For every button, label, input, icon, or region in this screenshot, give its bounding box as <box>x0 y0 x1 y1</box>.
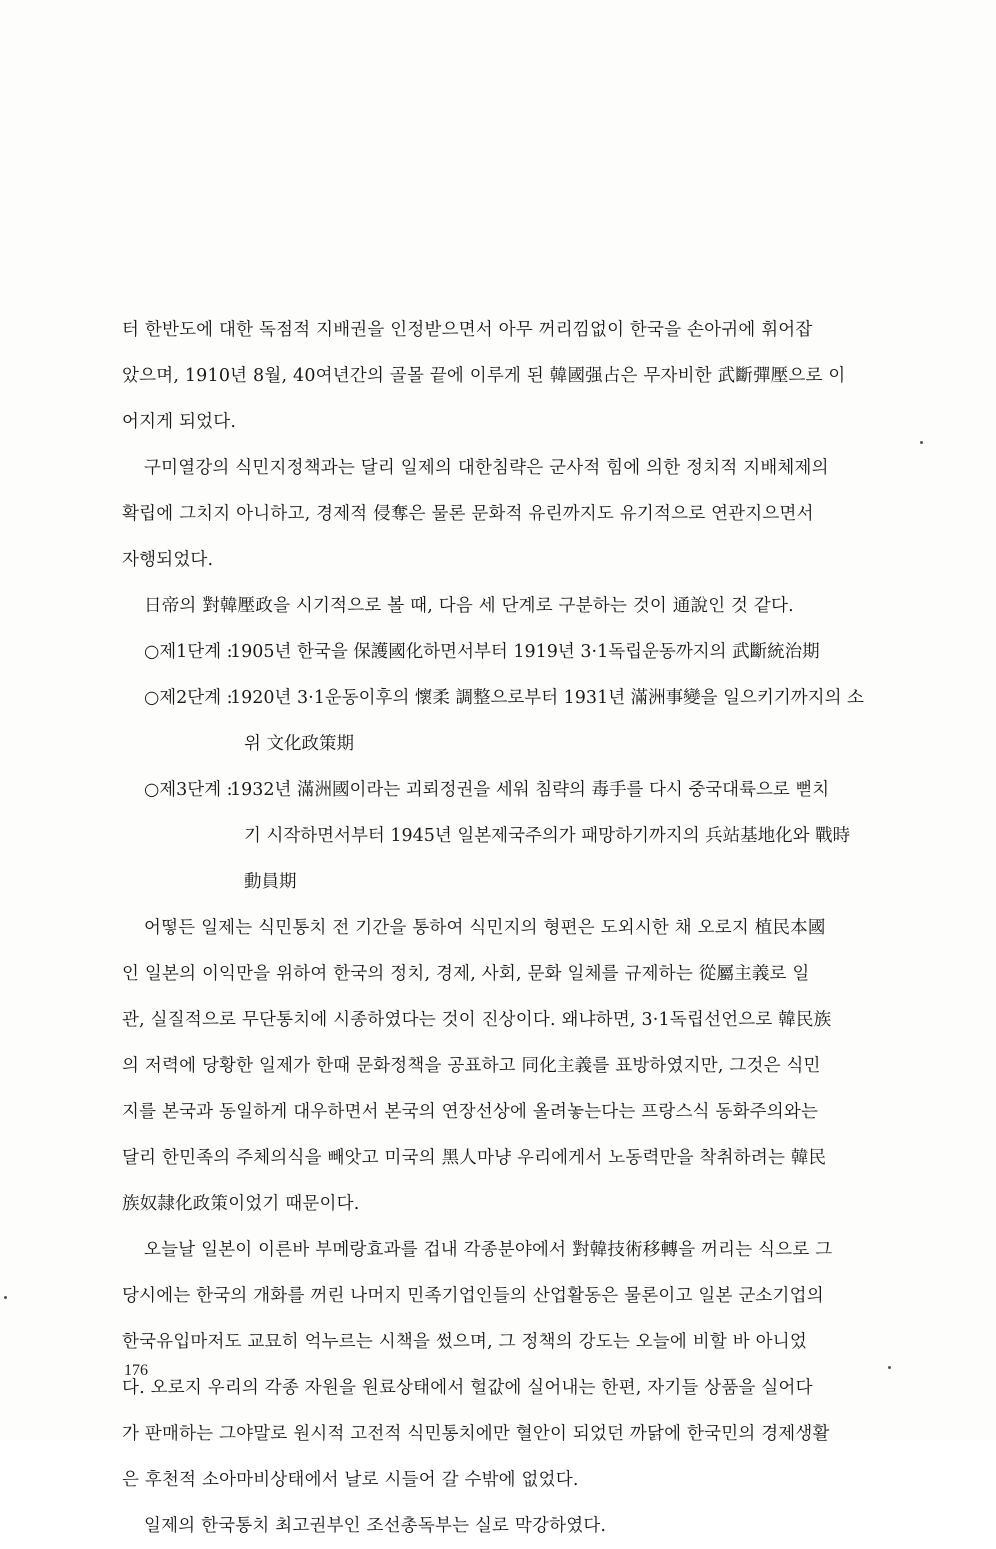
scan-speck <box>920 441 923 444</box>
stage-item-1 <box>122 629 892 675</box>
stage-text-continued: 위 文化政策期 <box>244 734 354 754</box>
paragraph-line: 자행되었다. <box>122 550 214 570</box>
paragraph-line: 았으며, 1910년 8월, 40여년간의 골몰 끝에 이루게 된 韓國强占은 무자비한 武斷彈壓으로 이 <box>122 366 846 386</box>
paragraph-line: 은 후천적 소아마비상태에서 날로 시들어 갈 수밖에 없었다. <box>122 1470 579 1490</box>
paragraph-line: 터 한반도에 대한 독점적 지배권을 인정받으면서 아무 꺼리낌없이 한국을 손아귀에 휘어잡 <box>122 320 813 340</box>
stage-label: ○제3단계 : <box>144 780 233 800</box>
stage-label: ○제2단계 : <box>144 688 233 708</box>
paragraph-line: 오늘날 일본이 이른바 부메랑효과를 겁내 각종분야에서 對韓技術移轉을 꺼리는 식으로 그 <box>144 1240 833 1260</box>
scan-speck <box>4 1296 7 1299</box>
paragraph-line: 지를 본국과 동일하게 대우하면서 본국의 연장선상에 올려놓는다는 프랑스식 동화주의와는 <box>122 1102 819 1122</box>
scan-speck <box>888 1366 891 1369</box>
paragraph-line: 인 일본의 이익만을 위하여 한국의 정치, 경제, 사회, 문화 일체를 규제하는 從屬主義로 일 <box>122 964 810 984</box>
body-text <box>122 307 892 1549</box>
paragraph-line: 의 저력에 당황한 일제가 한때 문화정책을 공표하고 同化主義를 표방하였지만, 그것은 식민 <box>122 1056 821 1076</box>
stage-item-3 <box>122 767 892 813</box>
paragraph-line: 어떻든 일제는 식민통치 전 기간을 통하여 식민지의 형편은 도외시한 채 오로지 植民本國 <box>144 918 826 938</box>
paragraph-line: 달리 한민족의 주체의식을 빼앗고 미국의 黑人마냥 우리에게서 노동력만을 착취하려는 韓民 <box>122 1148 827 1168</box>
paragraph-line: 가 판매하는 그야말로 원시적 고전적 식민통치에만 혈안이 되었던 까닭에 한국민의 경제생활 <box>122 1424 830 1444</box>
paragraph-line: 日帝의 對韓壓政을 시기적으로 볼 때, 다음 세 단계로 구분하는 것이 通說인 것 같다. <box>144 596 794 616</box>
paragraph-line: 관, 실질적으로 무단통치에 시종하였다는 것이 진상이다. 왜냐하면, 3·1독립선언으로 韓民族 <box>122 1010 832 1030</box>
paragraph-line: 확립에 그치지 아니하고, 경제적 侵奪은 물론 문화적 유린까지도 유기적으로 연관지으면서 <box>122 504 814 524</box>
paragraph-line: 당시에는 한국의 개화를 꺼린 나머지 민족기업인들의 산업활동은 물론이고 일본 군소기업의 <box>122 1286 824 1306</box>
stage-text-continued: 動員期 <box>244 872 297 892</box>
stage-text: 1920년 3·1운동이후의 懷柔 調整으로부터 1931년 滿洲事變을 일으키기까지의 소 <box>230 688 864 708</box>
paragraph-line: 어지게 되었다. <box>122 412 237 432</box>
paragraph-line: 다. 오로지 우리의 각종 자원을 원료상태에서 헐값에 실어내는 한편, 자기들 상품을 실어다 <box>122 1378 813 1398</box>
stage-text-continued: 기 시작하면서부터 1945년 일본제국주의가 패망하기까지의 兵站基地化와 戰時 <box>244 826 851 846</box>
stage-text: 1905년 한국을 保護國化하면서부터 1919년 3·1독립운동까지의 武斷統治期 <box>230 642 820 662</box>
paragraph-line: 한국유입마저도 교묘히 억누르는 시책을 썼으며, 그 정책의 강도는 오늘에 비할 바 아니었 <box>122 1332 807 1352</box>
paragraph-line: 族奴隷化政策이었기 때문이다. <box>122 1194 360 1214</box>
stage-text: 1932년 滿洲國이라는 괴뢰정권을 세워 침략의 毒手를 다시 중국대륙으로 뻗치 <box>230 780 830 800</box>
page-number: 176 <box>124 1362 148 1379</box>
paragraph-line: 구미열강의 식민지정책과는 달리 일제의 대한침략은 군사적 힘에 의한 정치적 지배체제의 <box>144 458 829 478</box>
paragraph-line: 일제의 한국통치 최고권부인 조선총독부는 실로 막강하였다. <box>144 1516 607 1536</box>
stage-label: ○제1단계 : <box>144 642 233 662</box>
stage-item-2 <box>122 675 892 721</box>
